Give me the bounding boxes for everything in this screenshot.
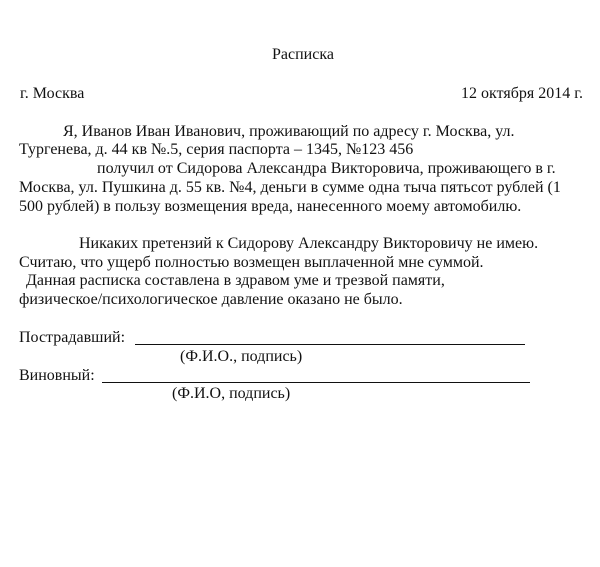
paragraph-line: физическое/психологическое давление оказано не было. (19, 291, 403, 308)
document-title: Расписка (272, 46, 334, 63)
victim-label: Пострадавший: (19, 329, 126, 346)
paragraph-line: Я, Иванов Иван Иванович, проживающий по адресу г. Москва, ул. (63, 123, 515, 140)
paragraph-line: Считаю, что ущерб полностью возмещен выплаченной мне суммой. (19, 254, 484, 271)
culprit-caption: (Ф.И.О, подпись) (172, 385, 291, 402)
paragraph-line: Тургенева, д. 44 кв №.5, серия паспорта – 1345, №123 456 (19, 141, 414, 158)
victim-signature-line (135, 344, 525, 345)
culprit-signature-line (102, 382, 530, 383)
paragraph-line: получил от Сидорова Александра Викторовича, проживающего в г. (97, 160, 556, 177)
document-date: 12 октября 2014 г. (461, 85, 583, 102)
paragraph-line: Данная расписка составлена в здравом уме и трезвой памяти, (26, 272, 445, 289)
paragraph-line: 500 рублей) в пользу возмещения вреда, нанесенного моему автомобилю. (19, 198, 522, 215)
document-city: г. Москва (20, 85, 85, 102)
culprit-label: Виновный: (19, 367, 95, 384)
victim-caption: (Ф.И.О., подпись) (180, 348, 303, 365)
paragraph-line: Никаких претензий к Сидорову Александру Викторовичу не имею. (79, 235, 539, 252)
paragraph-line: Москва, ул. Пушкина д. 55 кв. №4, деньги в сумме одна тыча пятьсот рублей (1 (19, 179, 561, 196)
